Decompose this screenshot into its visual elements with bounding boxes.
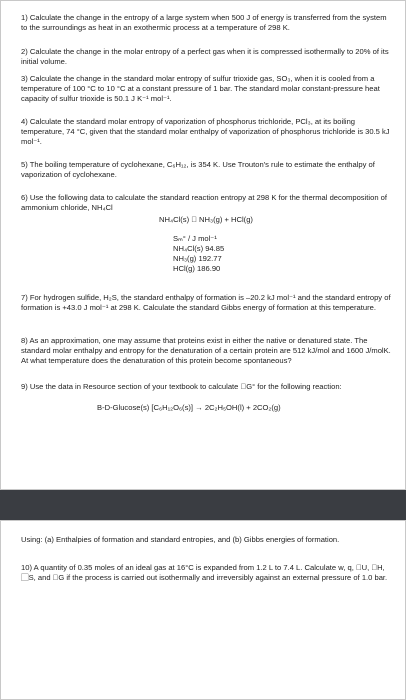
- question-9: 9) Use the data in Resource section of your textbook to calculate ⃞G° for the following reaction:: [21, 382, 342, 391]
- question-6: 6) Use the following data to calculate the standard reaction entropy at 298 K for the thermal decomposition of ammonium chloride, NH₄Cl: [21, 193, 387, 213]
- entropy-data-table: [173, 234, 293, 274]
- entropy-table-row: HCl(g) 186.90: [173, 264, 221, 274]
- question-list: [21, 0, 391, 490]
- question-9-reaction: B-D-Glucose(s) [C₆H₁₂O₆(s)] → 2C₂H₅OH(l) + 2CO₂(g): [97, 403, 281, 412]
- question-7: 7) For hydrogen sulfide, H₂S, the standard enthalpy of formation is –20.2 kJ mol⁻¹ and the standard entropy of formation is +43.0 J mol⁻¹ at 298 K. Calculate the standard Gibbs energy of formation at this temperature.: [21, 293, 391, 313]
- entropy-table-header: Sₘ° / J mol⁻¹: [173, 234, 217, 243]
- question-8: 8) As an approximation, one may assume that proteins exist in either the native or denatured state. The standard molar enthalpy and entropy for the denaturation of a certain protein are 512 kJ/mol and 1600 J/molK. At what temperature does the denaturation of this protein become spontaneous?: [21, 336, 391, 366]
- question-list-continued: [21, 520, 391, 700]
- question-2: 2) Calculate the change in the molar entropy of a perfect gas when it is compressed isothermally to 20% of its initial volume.: [21, 47, 389, 67]
- entropy-table-row: NH₃(g) 192.77: [173, 254, 222, 264]
- question-1: 1) Calculate the change in the entropy of a large system when 500 J of energy is transferred from the system to the surroundings as heat in an exothermic process at a temperature of 298 K.: [21, 13, 387, 33]
- question-5: 5) The boiling temperature of cyclohexane, C₆H₁₂, is 354 K. Use Trouton's rule to estimate the enthalpy of vaporization of cyclohexane.: [21, 160, 375, 180]
- question-6-reaction: NH₄Cl(s) ⃞ NH₃(g) + HCl(g): [159, 215, 253, 224]
- question-4: 4) Calculate the standard molar entropy of vaporization of phosphorus trichloride, PCl₃, at its boiling temperature, 74 °C, given that the standard molar enthalpy of vaporization of phosphorus trichloride is 30.5 kJ mol⁻¹.: [21, 117, 390, 147]
- using-instructions: Using: (a) Enthalpies of formation and standard entropies, and (b) Gibbs energies of formation.: [21, 535, 340, 544]
- page-separator-band: [0, 490, 406, 520]
- entropy-table-row: NH₄Cl(s) 94.85: [173, 244, 225, 254]
- question-10: 10) A quantity of 0.35 moles of an ideal gas at 16°C is expanded from 1.2 L to 7.4 L. Calculate w, q, ⃞U, ⃞H, ⃞S, and ⃞G if the process is carried out isothermally and irreversibly against an external pressure of 1.0 bar.: [21, 563, 388, 583]
- question-3: 3) Calculate the change in the standard molar entropy of sulfur trioxide gas, SO₃, when it is cooled from a temperature of 100 °C to 10 °C at a constant pressure of 1 bar. The standard molar constant-pressure heat capacity of sulfur trioxide is 50.1 J K⁻¹ mol⁻¹.: [21, 74, 380, 104]
